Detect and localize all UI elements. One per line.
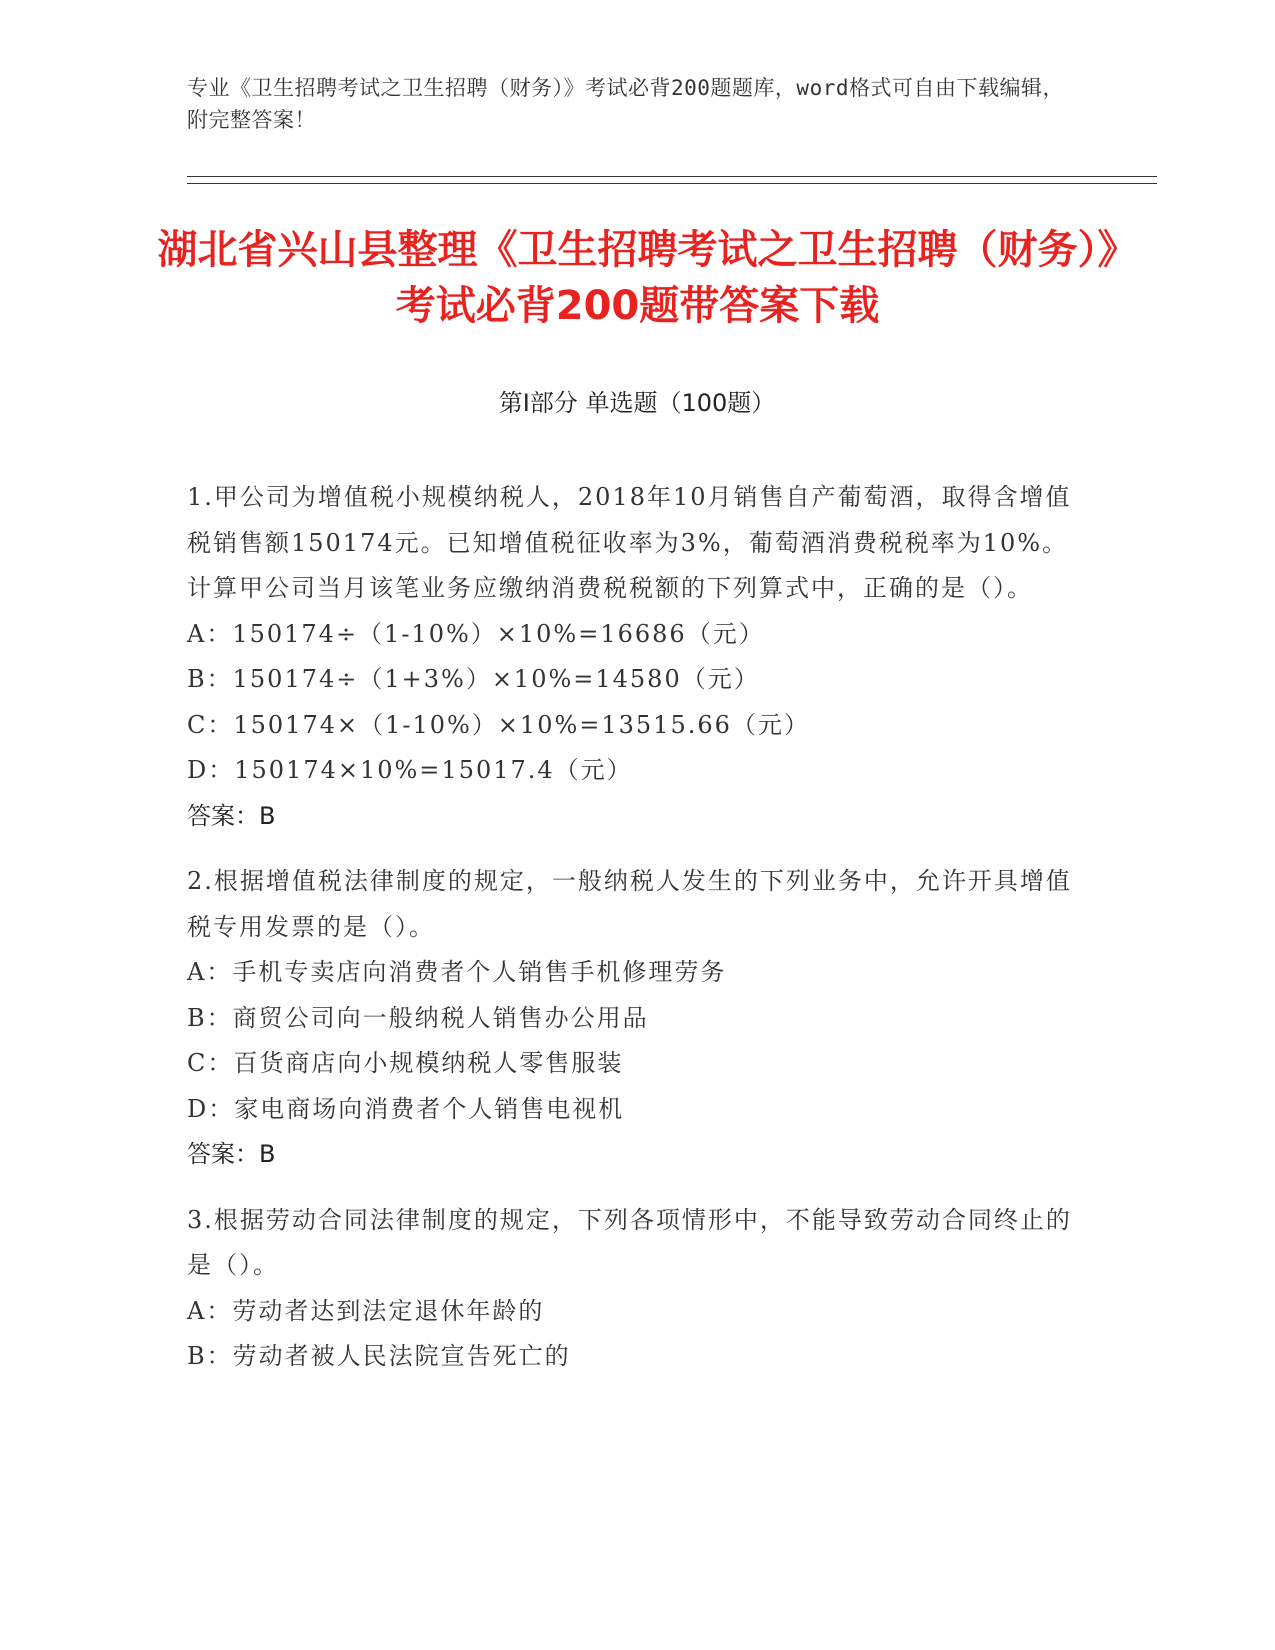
option-a: A：手机专卖店向消费者个人销售手机修理劳务 [187, 958, 727, 986]
header-divider-top [187, 176, 1157, 177]
question-2 [187, 859, 1087, 1178]
option-a: A：劳动者达到法定退休年龄的 [187, 1296, 545, 1325]
option-d: D：家电商场向消费者个人销售电视机 [187, 1094, 625, 1123]
question-list [187, 475, 1087, 1400]
option-b: B：150174÷（1+3%）×10%=14580（元） [187, 665, 760, 693]
header-divider-bottom [187, 183, 1157, 184]
question-stem: 3.根据劳动合同法律制度的规定，下列各项情形中，不能导致劳动合同终止的是（）。 [187, 1205, 1072, 1279]
document-title: 湖北省兴山县整理《卫生招聘考试之卫生招聘（财务）》考试必背200题带答案下载 [157, 227, 1118, 329]
answer: 答案：B [187, 801, 276, 830]
section-title: 第I部分 单选题（100题） [498, 389, 776, 417]
answer: 答案：B [187, 1140, 276, 1168]
option-c: C：百货商店向小规模纳税人零售服装 [187, 1049, 624, 1077]
option-c: C：150174×（1-10%）×10%=13515.66（元） [187, 710, 810, 739]
question-1 [187, 475, 1087, 839]
question-stem: 2.根据增值税法律制度的规定，一般纳税人发生的下列业务中，允许开具增值税专用发票的是（）。 [187, 867, 1072, 941]
question-stem: 1.甲公司为增值税小规模纳税人，2018年10月销售自产葡萄酒，取得含增值税销售额150174元。已知增值税征收率为3%，葡萄酒消费税税率为10%。计算甲公司当月该笔业务应缴纳消费税税额的下列算式中，正确的是（）。 [187, 483, 1072, 602]
header-note: 专业《卫生招聘考试之卫生招聘（财务）》考试必背200题题库，word格式可自由下载编辑，附完整答案！ [187, 76, 1064, 132]
option-b: B：商贸公司向一般纳税人销售办公用品 [187, 1003, 649, 1032]
option-d: D：150174×10%=15017.4（元） [187, 756, 633, 784]
option-b: B：劳动者被人民法院宣告死亡的 [187, 1342, 571, 1370]
option-a: A：150174÷（1-10%）×10%=16686（元） [187, 619, 765, 648]
question-3 [187, 1198, 1087, 1380]
